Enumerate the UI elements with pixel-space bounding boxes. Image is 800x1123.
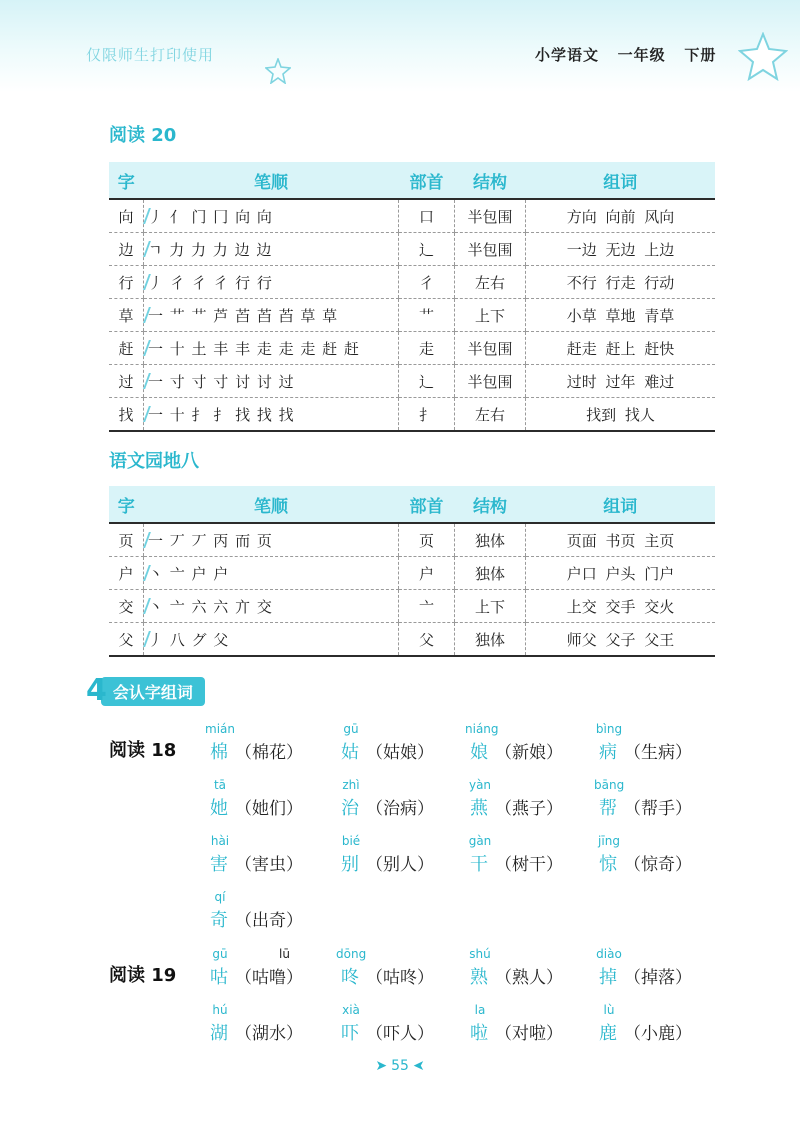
strokes-cell [144,199,399,233]
column-header: 组词 [526,486,716,523]
target-character: 咕 [210,967,228,988]
words-cell: 上交 交手 交火 [526,590,716,623]
example-word: （掉落） [624,968,692,988]
radical-cell: 彳 [399,266,455,299]
table-row [109,623,715,657]
vocab-item [594,1003,714,1053]
target-character: 奇 [210,910,228,931]
strokes-cell [144,299,399,332]
stroke-sequence: 丶 亠 户 户 [148,564,230,583]
arrow-right-icon: ➤ [375,1058,388,1074]
vocab-item [205,834,325,884]
radical-cell: 父 [399,623,455,657]
vocab-item [594,947,714,997]
vocab-item [465,834,585,884]
column-header: 组词 [526,162,716,199]
stroke-sequence: 一 十 扌 扌 找 找 找 [148,405,295,424]
page-number-text: 55 [391,1058,409,1074]
words-cell: 赶走 赶上 赶快 [526,332,716,365]
table-header-row [109,162,715,199]
table-row [109,233,715,266]
table-row [109,523,715,557]
stroke-sequence: ㄱ 力 力 力 边 边 [148,240,273,259]
pinyin: hài [210,834,230,848]
char-cell: 交 [109,590,144,623]
target-character: 燕 [470,798,488,819]
vocab-item [336,1003,456,1053]
words-cell: 不行 行走 行动 [526,266,716,299]
example-word: （帮手） [624,799,692,819]
star-icon [738,32,788,82]
section-heading-garden-8: 语文园地八 [109,451,199,472]
strokes-cell [144,590,399,623]
target-character: 熟 [470,967,488,988]
radical-cell: 页 [399,523,455,557]
char-cell: 找 [109,398,144,432]
table-row [109,199,715,233]
pinyin: bìng [595,722,623,736]
example-word: （咕咚） [366,968,434,988]
stroke-sequence: 丿 彳 彳 彳 行 行 [148,273,273,292]
pinyin: qí [214,890,226,904]
table-row [109,299,715,332]
char-cell: 户 [109,557,144,590]
vocab-item [205,722,325,772]
column-header: 笔顺 [144,486,399,523]
target-character: 别 [341,854,359,875]
structure-cell: 上下 [455,590,526,623]
vocab-item [205,890,325,940]
part-number: 4 [86,673,107,708]
target-character: 掉 [599,967,617,988]
pinyin: jīng [598,834,620,848]
reading-label: 阅读 18 [109,740,177,761]
structure-cell: 半包围 [455,332,526,365]
radical-cell: 亠 [399,590,455,623]
char-cell: 边 [109,233,144,266]
char-cell: 过 [109,365,144,398]
star-icon [265,58,291,84]
pinyin: lù [603,1003,615,1017]
example-word: （治病） [366,799,434,819]
radical-cell: 户 [399,557,455,590]
part-label: 会认字组词 [101,677,205,706]
structure-cell: 左右 [455,398,526,432]
radical-cell: 口 [399,199,455,233]
pinyin: mián [205,722,235,736]
structure-cell: 独体 [455,623,526,657]
vocab-item [336,947,456,997]
target-character: 姑 [341,742,359,763]
stroke-sequence: 一 艹 艹 芦 苩 苩 苩 草 草 [148,306,339,325]
vocab-item [336,722,456,772]
pinyin: bié [341,834,361,848]
stroke-order-table [109,162,715,432]
target-character: 治 [341,798,359,819]
section-heading-reading-20: 阅读 20 [109,125,177,146]
column-header: 部首 [399,162,455,199]
char-cell: 赶 [109,332,144,365]
example-word: （新娘） [495,743,563,763]
pinyin: xià [342,1003,360,1017]
watermark-text: 仅限师生打印使用 [86,46,215,64]
pinyin: gū [212,947,228,961]
radical-cell: 扌 [399,398,455,432]
target-character: 害 [210,854,228,875]
vocab-item [594,778,714,828]
strokes-cell [144,332,399,365]
vocab-item [465,722,585,772]
pinyin: hú [212,1003,228,1017]
strokes-cell [144,365,399,398]
stroke-sequence: 一 十 土 丰 丰 走 走 走 赶 赶 [148,339,360,358]
structure-cell: 上下 [455,299,526,332]
strokes-cell [144,557,399,590]
target-character: 鹿 [599,1023,617,1044]
structure-cell: 独体 [455,557,526,590]
example-word: （她们） [235,799,303,819]
table-row [109,332,715,365]
vocab-item [205,778,325,828]
pinyin: diào [596,947,622,961]
char-cell: 行 [109,266,144,299]
target-character: 湖 [210,1023,228,1044]
target-character: 她 [210,798,228,819]
arrow-left-icon: ➤ [412,1058,425,1074]
pinyin: gū [343,722,359,736]
pinyin: zhì [342,778,360,792]
words-cell: 找到 找人 [526,398,716,432]
target-character: 娘 [470,742,488,763]
stroke-sequence: 丶 亠 六 六 亣 交 [148,597,273,616]
target-character: 干 [470,854,488,875]
vocab-item [336,778,456,828]
radical-cell: 辶 [399,233,455,266]
char-cell: 父 [109,623,144,657]
vocab-item [205,947,325,997]
char-cell: 页 [109,523,144,557]
column-header: 字 [109,486,144,523]
vocab-item [465,947,585,997]
pinyin: la [474,1003,486,1017]
structure-cell: 半包围 [455,199,526,233]
strokes-cell [144,233,399,266]
column-header: 结构 [455,486,526,523]
column-header: 结构 [455,162,526,199]
strokes-cell [144,266,399,299]
part-banner [86,673,205,708]
pinyin: shú [469,947,491,961]
stroke-sequence: 一 寸 寸 寸 讨 讨 过 [148,372,295,391]
target-character: 惊 [599,854,617,875]
radical-cell: 走 [399,332,455,365]
words-cell: 小草 草地 青草 [526,299,716,332]
structure-cell: 左右 [455,266,526,299]
example-word: （出奇） [235,911,303,931]
pinyin: tā [213,778,227,792]
pinyin-extra: lū [279,947,290,961]
words-cell: 页面 书页 主页 [526,523,716,557]
example-word: （害虫） [235,855,303,875]
radical-cell: 艹 [399,299,455,332]
table-row [109,557,715,590]
vocab-item [465,1003,585,1053]
example-word: （惊奇） [624,855,692,875]
char-cell: 草 [109,299,144,332]
vocab-item [594,722,714,772]
vocab-item [594,834,714,884]
example-word: （湖水） [235,1024,303,1044]
table-row [109,266,715,299]
pinyin: dōng [336,947,367,961]
book-title: 小学语文 一年级 下册 [535,46,717,64]
example-word: （别人） [366,855,434,875]
example-word: （棉花） [235,743,303,763]
strokes-cell [144,523,399,557]
table-row [109,398,715,432]
stroke-order-table [109,486,715,657]
words-cell: 师父 父子 父王 [526,623,716,657]
target-character: 咚 [341,967,359,988]
target-character: 吓 [341,1023,359,1044]
char-cell: 向 [109,199,144,233]
stroke-sequence: 丿 八 グ 父 [148,630,230,649]
pinyin: gàn [468,834,492,848]
vocab-item [205,1003,325,1053]
example-word: （吓人） [366,1024,434,1044]
structure-cell: 半包围 [455,365,526,398]
table-header-row [109,486,715,523]
strokes-cell [144,398,399,432]
target-character: 啦 [470,1023,488,1044]
column-header: 笔顺 [144,162,399,199]
example-word: （小鹿） [624,1024,692,1044]
page-number [372,1057,428,1075]
words-cell: 方向 向前 风向 [526,199,716,233]
column-header: 字 [109,162,144,199]
example-word: （生病） [624,743,692,763]
pinyin: bāng [594,778,625,792]
words-cell: 过时 过年 难过 [526,365,716,398]
stroke-sequence: 丿 亻 门 冂 向 向 [148,207,273,226]
target-character: 棉 [210,742,228,763]
target-character: 帮 [599,798,617,819]
example-word: （燕子） [495,799,563,819]
example-word: （熟人） [495,968,563,988]
words-cell: 一边 无边 上边 [526,233,716,266]
vocab-item [465,778,585,828]
example-word: （姑娘） [366,743,434,763]
stroke-sequence: 一 丆 丆 丙 而 页 [148,531,273,550]
vocab-item [336,834,456,884]
structure-cell: 半包围 [455,233,526,266]
pinyin: niáng [465,722,499,736]
pinyin: yàn [468,778,492,792]
example-word: （对啦） [495,1024,563,1044]
radical-cell: 辶 [399,365,455,398]
example-word: （树干） [495,855,563,875]
strokes-cell [144,623,399,657]
words-cell: 户口 户头 门户 [526,557,716,590]
structure-cell: 独体 [455,523,526,557]
column-header: 部首 [399,486,455,523]
table-row [109,590,715,623]
example-word: （咕噜） [235,968,303,988]
target-character: 病 [599,742,617,763]
table-row [109,365,715,398]
reading-label: 阅读 19 [109,965,177,986]
